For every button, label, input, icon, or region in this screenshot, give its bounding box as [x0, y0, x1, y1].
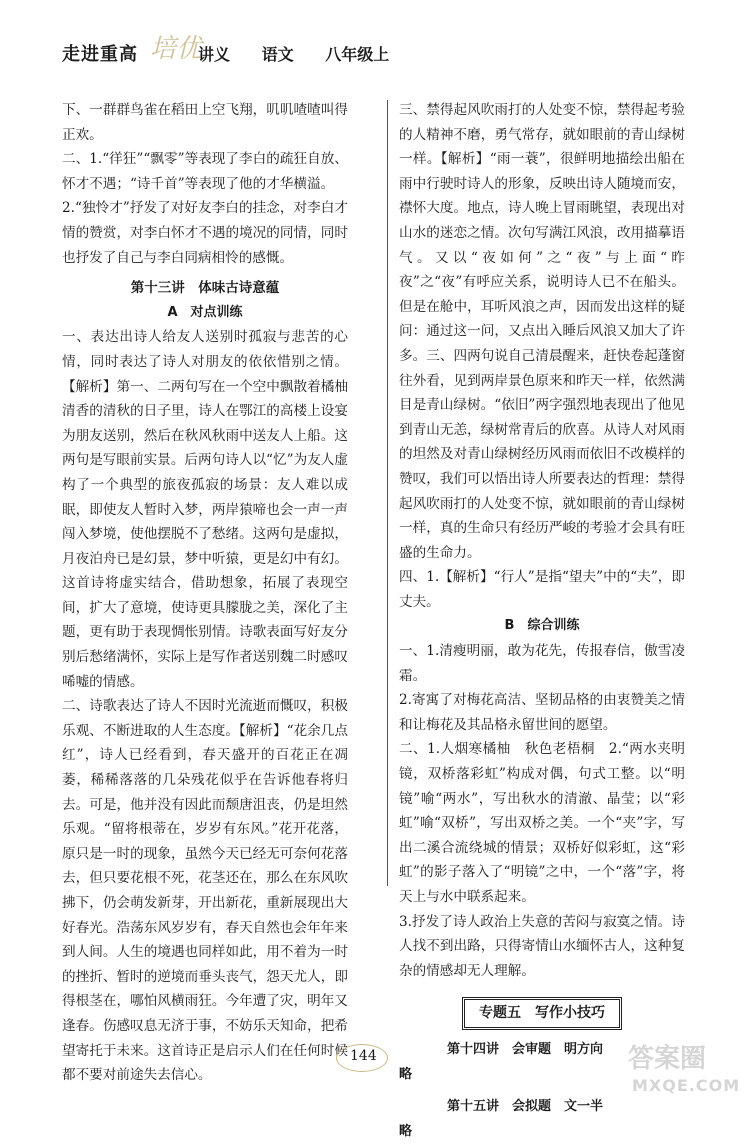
lecture-14-title: 第十四讲 会审题 明方向 — [447, 1041, 604, 1057]
section-a-title: A 对点训练 — [167, 304, 243, 320]
lecture-15-title: 第十五讲 会拟题 文一半 — [447, 1099, 604, 1115]
watermark-url: MXQE.COM — [632, 1076, 741, 1095]
site-watermark — [628, 1038, 744, 1100]
lecture-14-answer: 略 — [399, 1066, 413, 1082]
section-b-title: B 综合训练 — [504, 618, 580, 634]
answer-paragraph: 二、1.人烟寒橘柚 秋色老梧桐 2.“两水夹明镜，双桥落彩虹”构成对偶，句式工整。以“明镜”喻“两水”，写出秋水的清澈、晶莹；以“彩虹”喻“双桥”，写出双桥之美。一个“夹”字，写出二溪合流绕城的情景；双桥好似彩虹，这“彩虹”的影子落入了“明镜”之中，一个“落”字，将天上与水中联系起来。 — [399, 741, 685, 905]
watermark-logo: 答案圈 — [628, 1044, 707, 1074]
lecture-13-title: 第十三讲 体味古诗意蕴 — [130, 280, 280, 297]
answer-paragraph: 2.“独怜才”抒发了对好友李白的挂念，对李白才情的赞赏，对李白怀才不遇的境况的同情，同时也抒发了自己与李白同病相怜的感慨。 — [62, 200, 348, 266]
subject-yuwen: 语文 — [261, 45, 294, 64]
page-number — [336, 1040, 416, 1080]
subject-grade: 八年级上 — [325, 45, 390, 64]
page-number-text: 144 — [350, 1048, 377, 1064]
answer-paragraph: 2.寄寓了对梅花高洁、坚韧品格的由衷赞美之情和让梅花及其品格永留世间的愿望。 — [399, 692, 685, 733]
page-header — [62, 26, 722, 86]
special-topic-box — [399, 997, 685, 1030]
answer-paragraph: 二、1.“徉狂”“飘零”等表现了李白的疏狂自放、怀才不遇；“诗千首”等表现了他的才华横溢。 — [62, 151, 348, 192]
brand-title: 走进重高 — [62, 44, 138, 65]
special-topic-title: 专题五 写作小技巧 — [462, 997, 622, 1030]
answer-paragraph: 3.抒发了诗人政治上失意的苦闷与寂寞之情。诗人找不到出路，只得寄情山水缅怀古人，这种复杂的情感却无人理解。 — [399, 913, 685, 979]
subject-line — [198, 42, 405, 65]
brush-logo: 培优 — [150, 34, 203, 64]
left-column — [62, 98, 348, 1088]
subject-jiangyi: 讲义 — [198, 45, 231, 64]
column-divider — [387, 100, 388, 886]
right-column — [399, 98, 685, 1148]
answer-paragraph: 一、1.清瘦明丽，敢为花先，传报春信，傲雪凌霜。 — [399, 643, 685, 684]
answer-paragraph: 三、禁得起风吹雨打的人处变不惊，禁得起考验的人精神不磨，勇气常存，就如眼前的青山绿树一样。【解析】“雨一蓑”，很鲜明地描绘出船在雨中行驶时诗人的形象，反映出诗人随境而安，襟怀大度。地点，诗人晚上冒雨眺望，表现出对山水的迷恋之情。次句写满江风浪，改用描摹语气。又以“夜如何”之“夜”与上面“昨夜”之“夜”有呼应关系，说明诗人已不在船头。但是在舱中，耳听风浪之声，因而发出这样的疑问：通过这一问，又点出入睡后风浪又加大了许多。三、四两句说自己清晨醒来，赶快卷起蓬窗往外看，见到两岸景色原来和昨天一样，依然满目是青山绿树。“依旧”两字强烈地表现出了他见到青山无恙，绿树常青后的欣喜。从诗人对风雨的坦然及对青山绿树经历风雨而依旧不改模样的赞叹，我们可以悟出诗人所要表达的哲理：禁得起风吹雨打的人处变不惊，就如眼前的青山绿树一样，真的生命只有经历严峻的考验才会具有旺盛的生命力。 — [399, 102, 685, 561]
answer-paragraph: 下、一群群鸟雀在稻田上空飞翔，叽叽喳喳叫得正欢。 — [62, 102, 348, 143]
answer-paragraph: 一、表达出诗人给友人送别时孤寂与悲苦的心情，同时表达了诗人对朋友的依依惜别之情。【解析】第一、二两句写在一个空中飘散着橘柚清香的清秋的日子里，诗人在鄂江的高楼上设宴为朋友送别，然后在秋风秋雨中送友人上船。这两句是写眼前实景。后两句诗人以“忆”为友人虚构了一个典型的旅夜孤寂的场景：友人难以成眠，即使友人暂时入梦，两岸猿啼也会一声一声闯入梦境，使他摆脱不了愁绪。这两句是虚拟，月夜泊舟已是幻景，梦中听猿，更是幻中有幻。这首诗将虚实结合，借助想象，拓展了表现空间，扩大了意境，使诗更具朦胧之美，深化了主题，更有助于表现惆怅别情。诗歌表面写好友分别后愁绪满怀，实际上是写作者送别魏二时感叹唏嘘的情感。 — [62, 329, 348, 690]
answer-paragraph: 二、诗歌表达了诗人不因时光流逝而慨叹，积极乐观、不断进取的人生态度。【解析】“花余几点红”，诗人已经看到，春天盛开的百花正在凋萎，稀稀落落的几朵残花似乎在告诉他春将归去。可是，他并没有因此而颓唐沮丧，仍是坦然乐观。“留将根蒂在，岁岁有东风。”花开花落，原只是一时的现象，虽然今天已经无可奈何花落去，但只要花根不死，花茎还在，那么在东风吹拂下，仍会萌发新芽，开出新花，重新展现出大好春光。浩荡东风岁岁有，春天自然也会年年来到人间。人生的境遇也同样如此，用不着为一时的挫折、暂时的逆境而垂头丧气，怨天尤人，即得根茎在，哪怕风横雨狂。今年遭了灾，明年又逢春。伤感叹息无济于事，不妨乐天知命，把希望寄托于未来。这首诗正是启示人们在任何时候都不要对前途失去信心。 — [62, 698, 348, 1084]
answer-paragraph: 四、1.【解析】“行人”是指“望夫”中的“夫”，即丈夫。 — [399, 569, 685, 610]
lecture-15-answer: 略 — [399, 1123, 413, 1139]
